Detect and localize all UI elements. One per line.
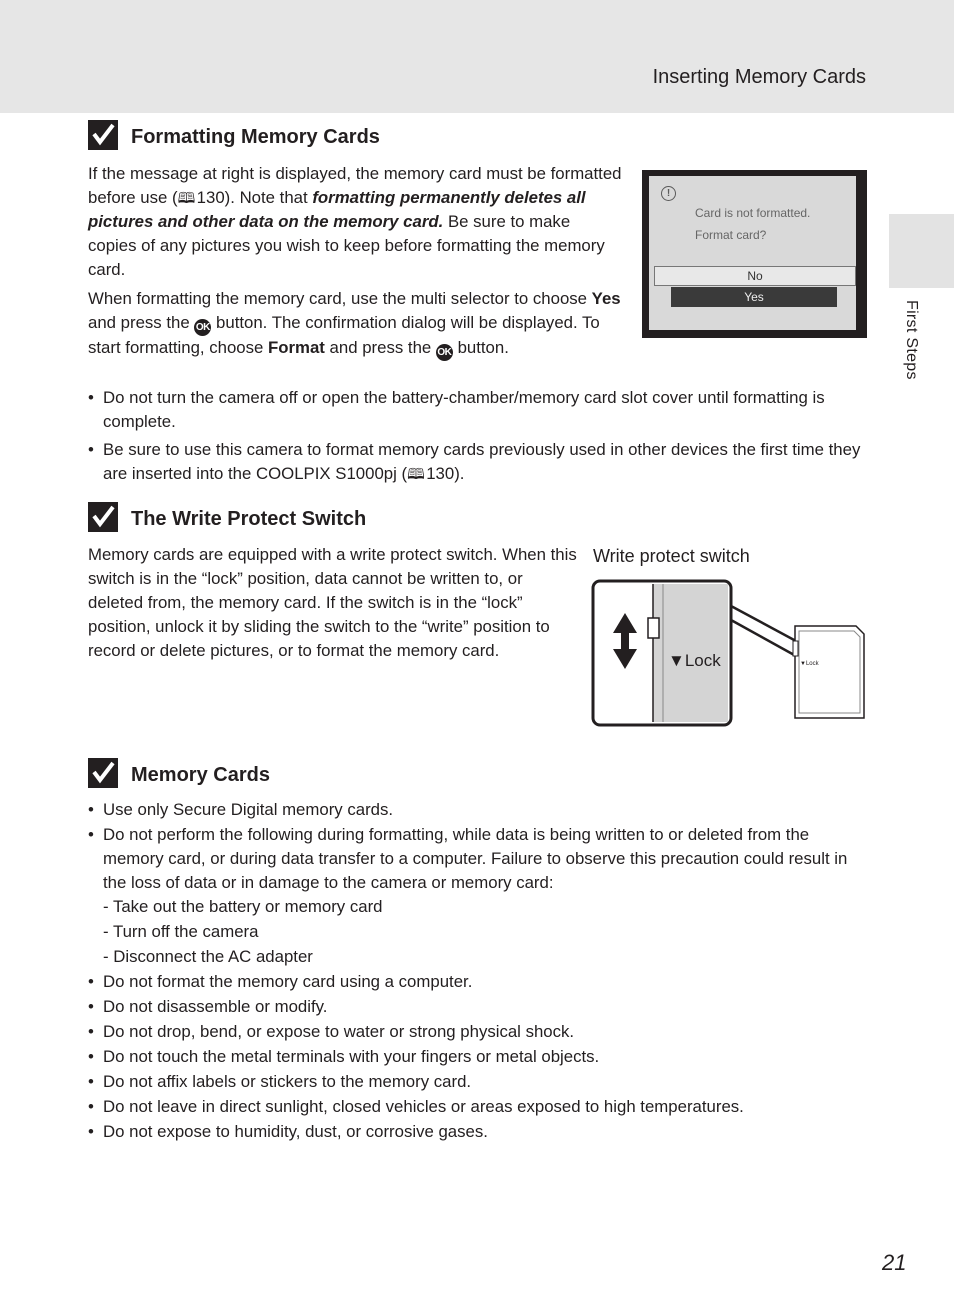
book-icon: 🕮 (177, 189, 196, 207)
lock-label: ▼Lock (668, 651, 721, 670)
list-item: • Do not perform the following during formatting, while data is being written to or deleted from the memory card, or during data transfer to a computer. Failure to observe this precaution could result in the loss of data or in damage to the camera or memory card: (88, 823, 868, 895)
section-heading-formatting (88, 120, 488, 156)
header-title: Inserting Memory Cards (652, 66, 866, 88)
list-item: • Be sure to use this camera to format memory cards previously used in other devices the first time they are inserted into the COOLPIX S1000pj (🕮 130). (88, 438, 868, 486)
list-item: • Do not touch the metal terminals with your fingers or metal objects. (88, 1045, 868, 1069)
check-icon (88, 502, 118, 532)
warning-icon: ! (661, 186, 676, 201)
list-item: • Do not turn the camera off or open the battery-chamber/memory card slot cover until formatting is complete. (88, 386, 868, 434)
section-heading-memory-cards (88, 758, 488, 794)
list-item: • Do not drop, bend, or expose to water or strong physical shock. (88, 1020, 868, 1044)
list-item: • Do not expose to humidity, dust, or corrosive gases. (88, 1120, 868, 1144)
page-number: 21 (882, 1250, 907, 1275)
formatting-paragraph-2: When formatting the memory card, use the multi selector to choose Yes and press the OK button. The confirmation dialog will be displayed. To start formatting, choose Format and press the OK button. (88, 287, 623, 361)
camera-message: Card is not formatted. Format card? (695, 206, 811, 242)
figure-label: Write protect switch (593, 546, 750, 566)
lock-label-small: ▼Lock (800, 661, 819, 667)
sub-list-item: - Disconnect the AC adapter (103, 947, 313, 966)
list-item: • Do not disassemble or modify. (88, 995, 868, 1019)
side-tab (889, 214, 954, 288)
check-icon (88, 120, 118, 150)
side-tab-label: First Steps (903, 300, 920, 380)
write-protect-paragraph: Memory cards are equipped with a write protect switch. When this switch is in the “lock” position, data cannot be written to, or deleted from, the memory card. If the switch is in the “lock” position, unlock it by sliding the switch to the “write” position to record or delete pictures, or to format the memory card. (88, 545, 577, 660)
camera-screen (642, 170, 867, 338)
list-item: • Use only Secure Digital memory cards. (88, 798, 868, 822)
page-header (0, 0, 954, 113)
ok-button-icon: OK (194, 319, 211, 336)
write-protect-diagram (590, 576, 870, 731)
section-title: The Write Protect Switch (131, 508, 367, 530)
sub-list-item: - Turn off the camera (103, 922, 259, 941)
sub-list-item: - Take out the battery or memory card (103, 897, 383, 916)
section-title: Memory Cards (131, 764, 270, 786)
ok-button-icon: OK (436, 344, 453, 361)
camera-option-no: No (654, 266, 856, 286)
section-title: Formatting Memory Cards (131, 126, 380, 148)
book-icon: 🕮 (407, 465, 425, 483)
memory-cards-list (88, 798, 868, 1144)
camera-option-yes: Yes (671, 287, 837, 307)
formatting-paragraph-1: If the message at right is displayed, the memory card must be formatted before use (🕮 130). Note that formatting permanently deletes all pictures and other data on the memory card. Be sure to make copies of any pictures you wish to keep before formatting the memory card. (88, 164, 622, 279)
list-item: • Do not leave in direct sunlight, closed vehicles or areas exposed to high temperatures. (88, 1095, 868, 1119)
section-heading-write-protect (88, 502, 488, 538)
check-icon (88, 758, 118, 788)
formatting-bullets (88, 386, 868, 486)
list-item: • Do not affix labels or stickers to the memory card. (88, 1070, 868, 1094)
list-item: • Do not format the memory card using a computer. (88, 970, 868, 994)
